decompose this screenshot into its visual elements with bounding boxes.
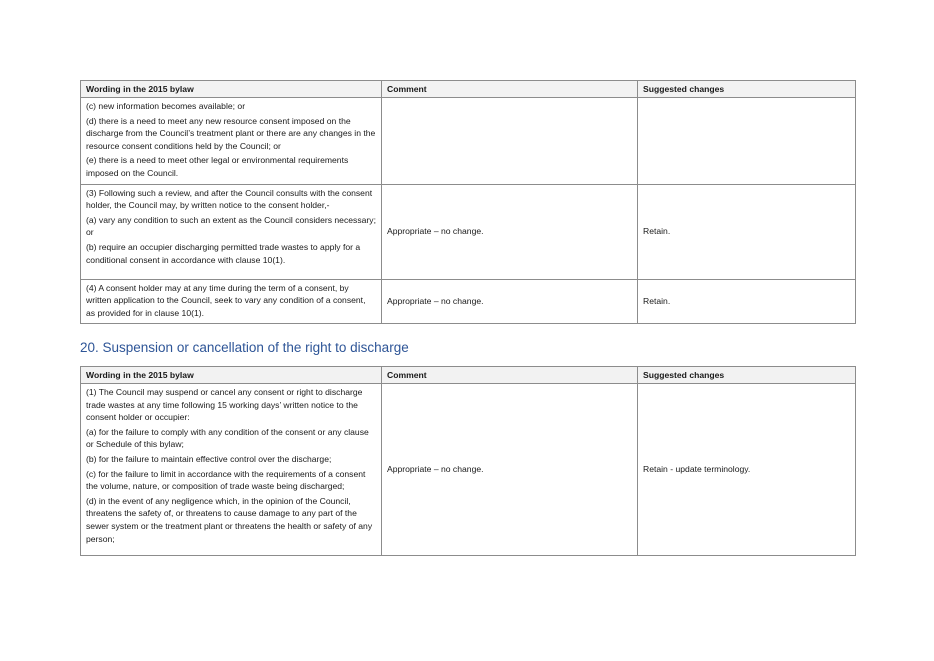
- wording-paragraph: (e) there is a need to meet other legal or environmental requirements imposed on the Council.: [86, 155, 349, 178]
- wording-cell: [81, 384, 382, 556]
- table-row: [81, 98, 856, 185]
- header-wording: Wording in the 2015 bylaw: [81, 81, 382, 98]
- header-wording: Wording in the 2015 bylaw: [81, 367, 382, 384]
- wording-paragraph: (a) for the failure to comply with any condition of the consent or any clause or Schedule of this bylaw;: [86, 426, 369, 450]
- section-heading: 20. Suspension or cancellation of the right to discharge: [80, 340, 409, 355]
- table-header-row: [81, 367, 856, 384]
- comment-cell: Appropriate – no change.: [382, 184, 638, 279]
- table-row: [81, 384, 856, 556]
- comment-cell: Appropriate – no change.: [382, 384, 638, 556]
- comment-cell: Appropriate – no change.: [382, 279, 638, 324]
- bylaw-review-table-19: [80, 80, 856, 324]
- wording-paragraph: (a) vary any condition to such an extent as the Council considers necessary; or: [86, 214, 376, 238]
- wording-cell: [81, 279, 382, 324]
- wording-paragraph: (3) Following such a review, and after the Council consults with the consent holder, the Council may, by written notice to the consent holder,-: [86, 187, 373, 211]
- wording-paragraph: (4) A consent holder may at any time during the term of a consent, by written application to the Council, seek to vary any condition of a consent, as provided for in clause 10(1).: [86, 282, 366, 318]
- header-comment: Comment: [382, 367, 638, 384]
- comment-cell: [382, 98, 638, 185]
- wording-paragraph: (c) new information becomes available; or: [86, 101, 246, 111]
- table-header-row: [81, 81, 856, 98]
- wording-paragraph: (d) in the event of any negligence which, in the opinion of the Council, threatens the safety of, or threatens to cause damage to any part of the sewer system or the treatment plant or threatens the health or safety of any person;: [86, 495, 373, 544]
- header-comment: Comment: [382, 81, 638, 98]
- header-suggested-changes: Suggested changes: [638, 367, 856, 384]
- suggested-changes-cell: Retain.: [638, 184, 856, 279]
- wording-paragraph: (1) The Council may suspend or cancel any consent or right to discharge trade wastes at any time following 15 working days’ written notice to the consent holder or occupier:: [86, 387, 363, 423]
- suggested-changes-cell: Retain - update terminology.: [638, 384, 856, 556]
- bylaw-review-table-20: [80, 366, 856, 556]
- wording-paragraph: (b) require an occupier discharging permitted trade wastes to apply for a conditional consent in accordance with clause 10(1).: [86, 241, 361, 265]
- wording-paragraph: (b) for the failure to maintain effective control over the discharge;: [86, 453, 332, 464]
- wording-cell: [81, 98, 382, 185]
- table-row: [81, 279, 856, 324]
- table-row: [81, 184, 856, 279]
- wording-paragraph: (c) for the failure to limit in accordance with the requirements of a consent the volume, nature, or composition of trade waste being discharged;: [86, 468, 366, 492]
- header-suggested-changes: Suggested changes: [638, 81, 856, 98]
- suggested-changes-cell: [638, 98, 856, 185]
- wording-paragraph: (d) there is a need to meet any new resource consent imposed on the discharge from the Council’s treatment plant or there are any changes in the resource consent conditions held by the Council; or: [86, 115, 376, 151]
- wording-cell: [81, 184, 382, 279]
- suggested-changes-cell: Retain.: [638, 279, 856, 324]
